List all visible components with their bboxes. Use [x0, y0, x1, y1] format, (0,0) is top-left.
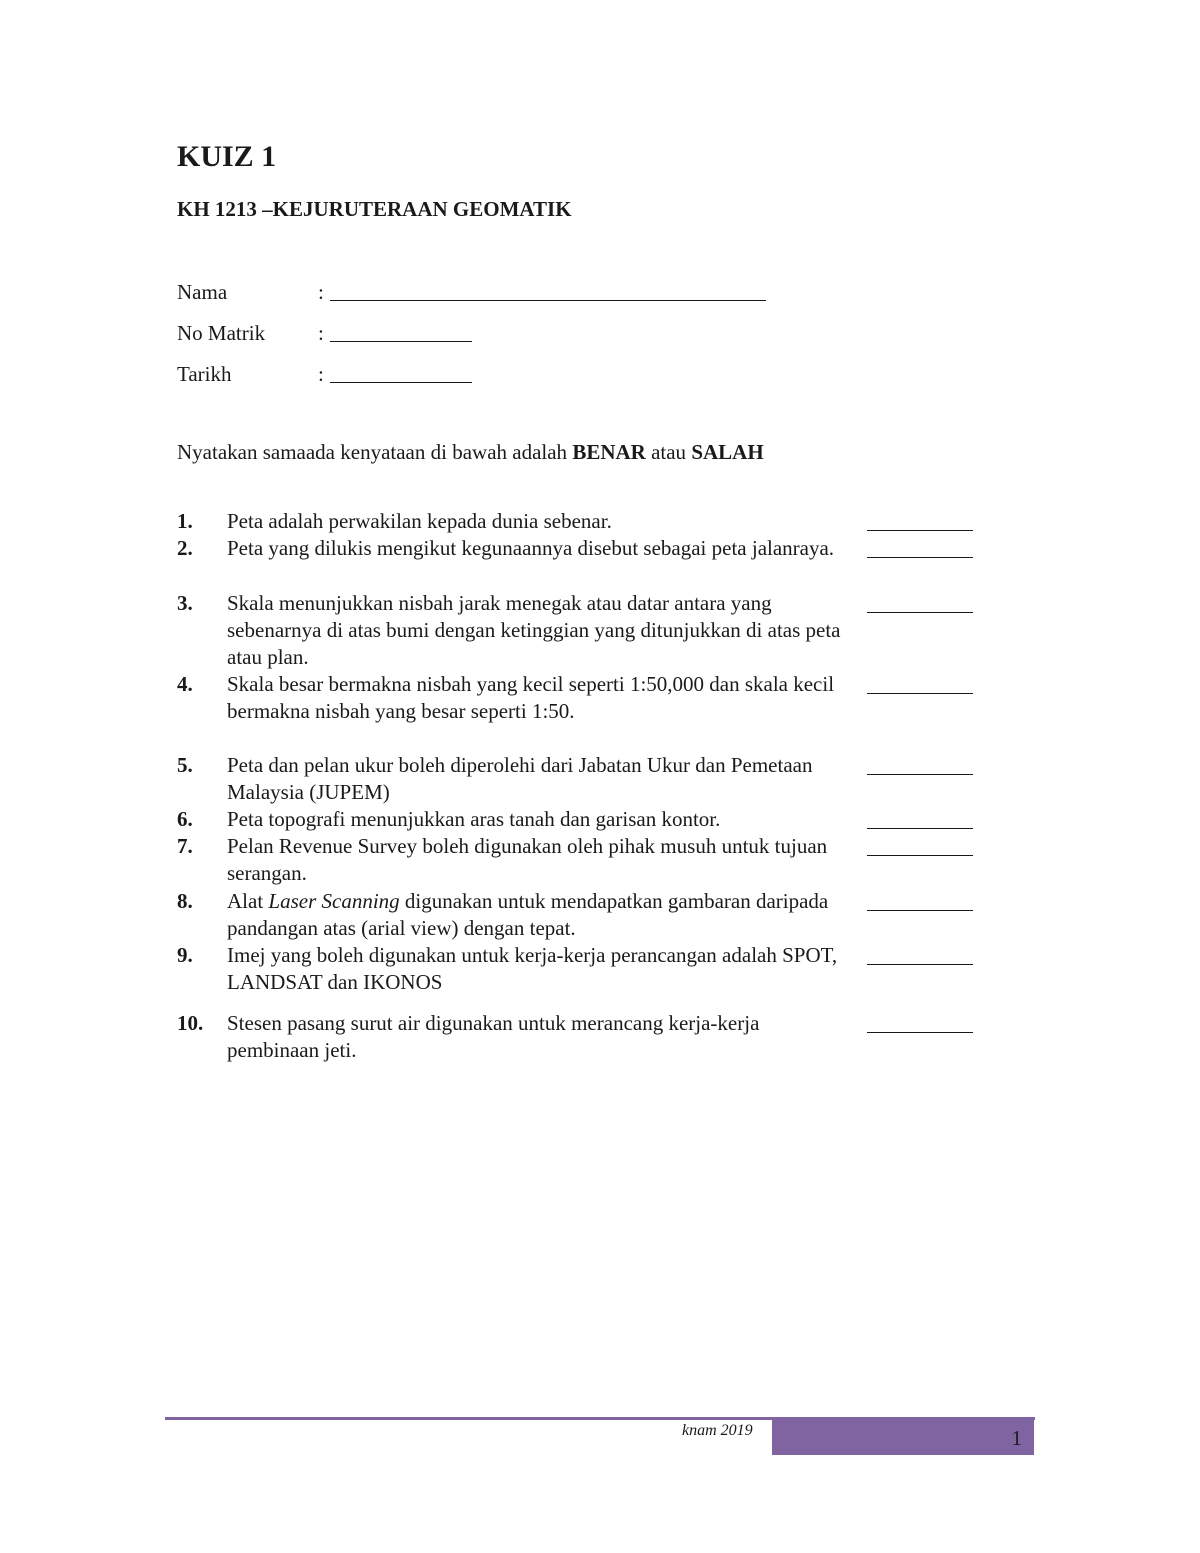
answer-blank[interactable] [867, 855, 973, 856]
date-answer-line[interactable] [330, 382, 472, 383]
question-number: 8. [177, 889, 193, 913]
answer-blank[interactable] [867, 774, 973, 775]
answer-blank[interactable] [867, 828, 973, 829]
question-text-after: digunakan untuk mendapatkan gambaran daripada pandangan atas (arial view) dengan tepat. [227, 889, 829, 940]
answer-blank[interactable] [867, 530, 973, 531]
answer-blank[interactable] [867, 612, 973, 613]
matric-answer-line[interactable] [330, 341, 472, 342]
course-title: KH 1213 –KEJURUTERAAN GEOMATIK [177, 197, 572, 221]
instruction-middle: atau [645, 440, 692, 464]
answer-blank[interactable] [867, 910, 973, 911]
name-answer-line[interactable] [330, 300, 766, 301]
answer-blank[interactable] [867, 1032, 973, 1033]
instruction-text [177, 440, 764, 465]
question-text: Imej yang boleh digunakan untuk kerja-kerja perancangan adalah SPOT, LANDSAT dan IKONOS [227, 943, 838, 994]
question-text: Peta dan pelan ukur boleh diperolehi dari Jabatan Ukur dan Pemetaan Malaysia (JUPEM) [227, 753, 813, 804]
matric-field [177, 320, 777, 346]
matric-label: No Matrik [177, 321, 266, 345]
question-text: Peta yang dilukis mengikut kegunaannya disebut sebagai peta jalanraya. [227, 536, 835, 560]
question-text: Peta adalah perwakilan kepada dunia sebenar. [227, 509, 612, 533]
question-number: 10. [177, 1011, 204, 1035]
question-text-before: Alat [227, 889, 269, 913]
question-number: 1. [177, 509, 193, 533]
question-text: Skala menunjukkan nisbah jarak menegak atau datar antara yang sebenarnya di atas bumi dengan ketinggian yang ditunjukkan di atas peta atau plan. [227, 591, 841, 669]
name-field [177, 279, 777, 305]
question-number: 2. [177, 536, 193, 560]
question-number: 3. [177, 591, 193, 615]
question-text: Stesen pasang surut air digunakan untuk merancang kerja-kerja pembinaan jeti. [227, 1011, 760, 1062]
instruction-prefix: Nyatakan samaada kenyataan di bawah adalah [177, 440, 573, 464]
footer-page-box [772, 1420, 1034, 1455]
question-text-italic: Laser Scanning [268, 889, 400, 913]
date-label: Tarikh [177, 362, 232, 386]
question-text [227, 888, 852, 942]
matric-colon: : [318, 321, 324, 345]
answer-blank[interactable] [867, 557, 973, 558]
footer-author: knam 2019 [682, 1422, 753, 1439]
question-number: 9. [177, 943, 193, 967]
question-number: 6. [177, 807, 193, 831]
question-number: 7. [177, 834, 193, 858]
answer-blank[interactable] [867, 964, 973, 965]
quiz-title: KUIZ 1 [177, 140, 277, 173]
answer-blank[interactable] [867, 693, 973, 694]
question-number: 4. [177, 672, 193, 696]
date-field [177, 361, 777, 387]
instruction-benar: BENAR [572, 440, 646, 464]
question-text: Pelan Revenue Survey boleh digunakan oleh pihak musuh untuk tujuan serangan. [227, 834, 828, 885]
name-colon: : [318, 280, 324, 304]
question-text: Skala besar bermakna nisbah yang kecil seperti 1:50,000 dan skala kecil bermakna nisbah yang besar seperti 1:50. [227, 672, 835, 723]
instruction-salah: SALAH [691, 440, 764, 464]
question-number: 5. [177, 753, 193, 777]
name-label: Nama [177, 280, 228, 304]
date-colon: : [318, 362, 324, 386]
page-number: 1 [1011, 1426, 1022, 1450]
question-text: Peta topografi menunjukkan aras tanah dan garisan kontor. [227, 807, 721, 831]
